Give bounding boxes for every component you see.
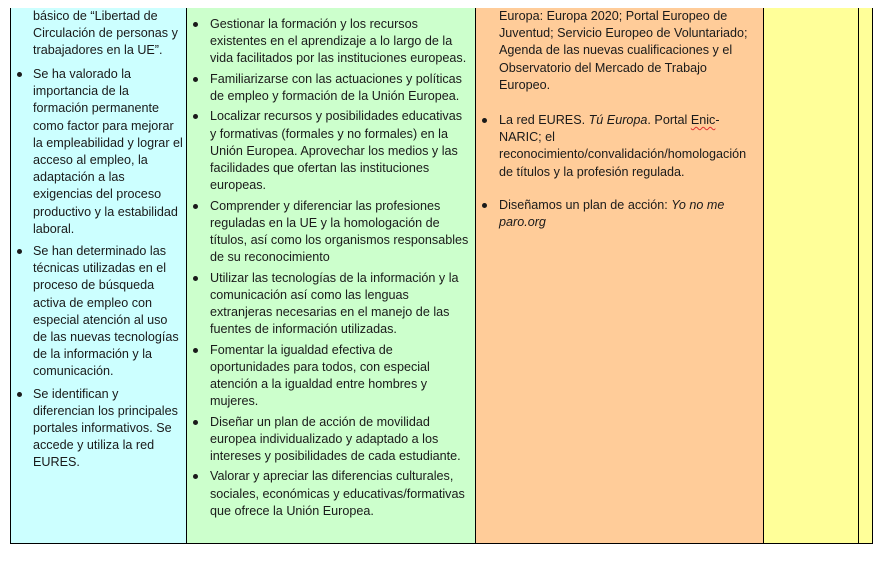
criteria-item: Se ha valorado la importancia de la formación permanente como factor para mejorar la empleabilidad y lograr el acceso al empleo, la adaptación a las exigencias del proceso productivo y la estabilidad laboral. [11,66,185,238]
bullet-icon [193,474,198,479]
objective-item: Valorar y apreciar las diferencias culturales, sociales, económicas y educativas/formativas que ofrece la Unión Europea. [187,468,474,520]
objectives-list [187,16,474,520]
bullet-icon [193,348,198,353]
curriculum-table [10,8,873,544]
contents-item-plan: Diseñamos un plan de acción: Yo no me paro.org [476,197,762,231]
bullet-icon [193,420,198,425]
objective-item: Gestionar la formación y los recursos existentes en el aprendizaje a lo largo de la vida facilitados por las instituciones europeas. [187,16,474,68]
bullet-icon [482,203,487,208]
objective-item: Familiarizarse con las actuaciones y políticas de empleo y formación de la Unión Europea. [187,71,474,105]
criteria-column [11,8,187,543]
bullet-icon [17,249,22,254]
criteria-item: Se identifican y diferencian los principales portales informativos. Se accede y utiliza la red EURES. [11,386,185,472]
bullet-icon [193,77,198,82]
criteria-item: Se han determinado las técnicas utilizadas en el proceso de búsqueda activa de empleo con especial atención al uso de las nuevas tecnologías de la información y la comunicación. [11,243,185,381]
contents-column [476,8,764,543]
contents-item-eures: La red EURES. Tú Europa. Portal Enic-NARIC; el reconocimiento/convalidación/homologación de títulos y la profesión regulada. [476,112,762,181]
objective-item: Localizar recursos y posibilidades educativas y formativas (formales y no formales) en la Unión Europea. Aprovechar los medios y las facilidades que ofertan las instituciones europeas. [187,108,474,194]
narrow-empty-column [859,8,872,543]
contents-continuation: Europa: Europa 2020; Portal Europeo de Juventud; Servicio Europeo de Voluntariado; Agenda de las nuevas cualificaciones y el Observatorio del Mercado de Trabajo Europeo. [499,9,748,92]
objective-item: Comprender y diferenciar las profesiones reguladas en la UE y la homologación de títulos, así como los organismos responsables de su reconocimiento [187,198,474,267]
objectives-column [187,8,476,543]
bullet-icon [193,114,198,119]
bullet-icon [17,392,22,397]
objective-item: Fomentar la igualdad efectiva de oportunidades para todos, con especial atención a la igualdad entre hombres y mujeres. [187,342,474,411]
empty-column [764,8,859,543]
objective-item: Utilizar las tecnologías de la información y la comunicación así como las lenguas extranjeras necesarias en el manejo de las fuentes de información utilizadas. [187,270,474,339]
contents-list [476,112,762,231]
bullet-icon [193,204,198,209]
bullet-icon [193,22,198,27]
bullet-icon [17,72,22,77]
spellcheck-word: Enic [690,113,716,127]
objective-item: Diseñar un plan de acción de movilidad europea individualizado y adaptado a los intereses y posibilidades de cada estudiante. [187,414,474,466]
criteria-list [11,66,185,472]
bullet-icon [482,118,487,123]
bullet-icon [193,276,198,281]
criteria-continuation: básico de “Libertad de Circulación de personas y trabajadores en la UE”. [33,9,178,58]
